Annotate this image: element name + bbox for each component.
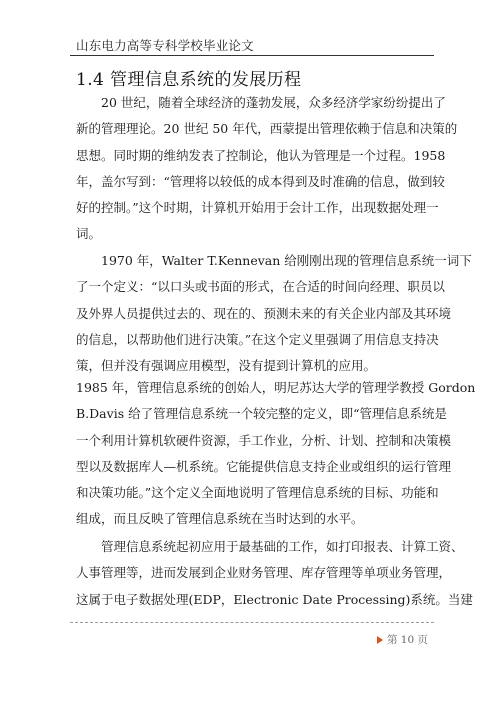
running-header: 山东电力高等专科学校毕业论文 (76, 38, 254, 53)
text-line: 了一个定义：“以口头或书面的形式，在合适的时间向经理、职员以 (76, 279, 445, 295)
text-line: 策，但并没有强调应用模型，没有提到计算机的应用。 (76, 358, 377, 374)
text-line: 的信息，以帮助他们进行决策。”在这个定义里强调了用信息支持决 (76, 331, 439, 347)
page-footer (377, 632, 428, 647)
paragraph-4 (76, 534, 473, 613)
text-line: B.Davis 给了管理信息系统一个较完整的定义，即“管理信息系统是 (76, 406, 447, 422)
section-title: 1.4 管理信息系统的发展历程 (76, 70, 302, 90)
text-line: 这属于电子数据处理(EDP，Electronic Date Processing)系统。当建 (76, 591, 473, 607)
text-line: 年，盖尔写到：“管理将以较低的成本得到及时准确的信息，做到较 (76, 173, 445, 189)
text-line: 1970 年，Walter T.Kennevan 给刚刚出现的管理信息系统一词下 (101, 253, 472, 268)
text-line: 组成，而且反映了管理信息系统在当时达到的水平。 (76, 511, 364, 527)
text-line: 1985 年，管理信息系统的创始人，明尼苏达大学的管理学教授 Gordon (76, 380, 476, 395)
text-line: 一个利用计算机软硬件资源，手工作业，分析、计划、控制和决策模 (76, 432, 452, 448)
text-line: 好的控制。”这个时期，计算机开始用于会计工作，出现数据处理一 (76, 200, 439, 216)
text-line: 20 世纪，随着全球经济的蓬勃发展，众多经济学家纷纷提出了 (101, 95, 446, 110)
text-line: 和决策功能。”这个定义全面地说明了管理信息系统的目标、功能和 (76, 485, 439, 501)
page-number: 第 10 页 (386, 634, 428, 646)
header-rule (70, 55, 434, 56)
text-line: 人事管理等，进而发展到企业财务管理、库存管理等单项业务管理， (76, 565, 452, 581)
text-line: 及外界人员提供过去的、现在的、预测未来的有关企业内部及其环境 (76, 305, 452, 321)
paragraph-2 (76, 248, 472, 379)
text-line: 管理信息系统起初应用于最基础的工作，如打印报表、计算工资、 (101, 539, 464, 554)
text-line: 思想。同时期的维纳发表了控制论，他认为管理是一个过程。1958 (76, 147, 446, 163)
text-line: 型以及数据库人—机系统。它能提供信息支持企业或组织的运行管理 (76, 458, 452, 474)
paragraph-3 (76, 375, 476, 533)
footer-rule (70, 622, 434, 623)
paragraph-1 (76, 90, 458, 248)
text-line: 词。 (76, 226, 102, 242)
text-line: 新的管理理论。20 世纪 50 年代，西蒙提出管理依赖于信息和决策的 (76, 121, 458, 137)
triangle-bullet-icon (377, 636, 383, 644)
